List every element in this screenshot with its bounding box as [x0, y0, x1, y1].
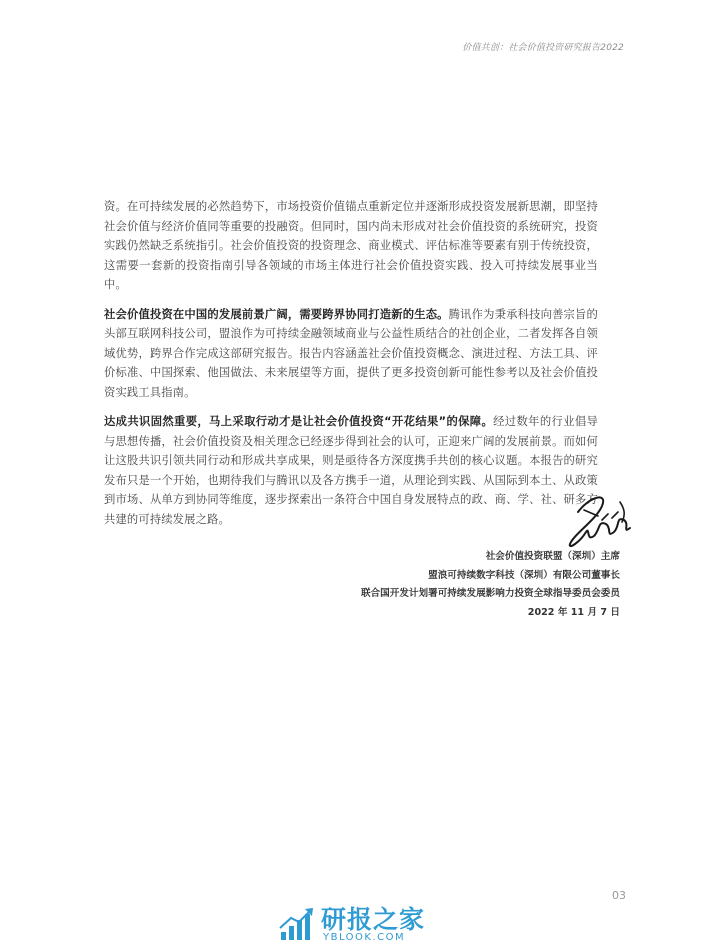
signer-title-3: 联合国开发计划署可持续发展影响力投资全球指导委员会委员 [360, 588, 620, 599]
body-text [104, 197, 598, 539]
handwritten-signature [562, 490, 634, 552]
paragraph-2-lead: 社会价值投资在中国的发展前景广阔，需要跨界协同打造新的生态。 [104, 307, 449, 321]
signer-title-1: 社会价值投资联盟（深圳）主席 [485, 551, 620, 562]
paragraph-3 [104, 412, 598, 529]
signature-block [361, 548, 620, 622]
watermark-url: YBLOOK.COM [323, 932, 406, 943]
signature-date: 2022 年 11 月 7 日 [527, 606, 620, 618]
paragraph-1 [104, 197, 598, 295]
page-number: 03 [612, 889, 626, 902]
paragraph-3-lead: 达成共识固然重要，马上采取行动才是让社会价值投资“开花结果”的保障。 [104, 415, 494, 428]
signer-title-2: 盟浪可持续数字科技（深圳）有限公司董事长 [428, 569, 620, 581]
paragraph-3-text: 经过数年的行业倡导与思想传播，社会价值投资及相关理念已经逐步得到社会的认可，正迎来广阔的发展前景。而如何让这股共识引领共同行动和形成共享成果，则是亟待各方深度携手共创的核心议题。本报告的研究发布只是一个开始，也期待我们与腾讯以及各方携手一道，从理论到实践、从国际到本土、从政策到市场、从单方到协同等维度，逐步探索出一条符合中国自身发展特点的政、商、学、社、研多方共建的可持续发展之路。 [104, 415, 598, 526]
chart-growth-icon [277, 904, 317, 944]
paragraph-1-text: 资。在可持续发展的必然趋势下，市场投资价值锚点重新定位并逐渐形成投资发展新思潮，即坚持社会价值与经济价值同等重要的投融资。但同时，国内尚未形成对社会价值投资的系统研究，投资实践仍然缺乏系统指引。社会价值投资的投资理念、商业模式、评估标准等要素有别于传统投资，这需要一套新的投资指南引导各领域的市场主体进行社会价值投资实践、投入可持续发展事业当中。 [104, 200, 598, 291]
paragraph-2-text: 腾讯作为秉承科技向善宗旨的头部互联网科技公司，盟浪作为可持续金融领域商业与公益性质结合的社创企业，二者发挥各自领域优势，跨界合作完成这部研究报告。报告内容涵盖社会价值投资概念、演进过程、方法工具、评价标准、中国探索、他国做法、未来展望等方面，提供了更多投资创新可能性参考以及社会价值投资实践工具指南。 [104, 307, 598, 399]
header-title: 价值共创：社会价值投资研究报告2022 [462, 43, 624, 53]
watermark-title: 研报之家 [321, 905, 426, 934]
paragraph-2 [104, 305, 598, 403]
